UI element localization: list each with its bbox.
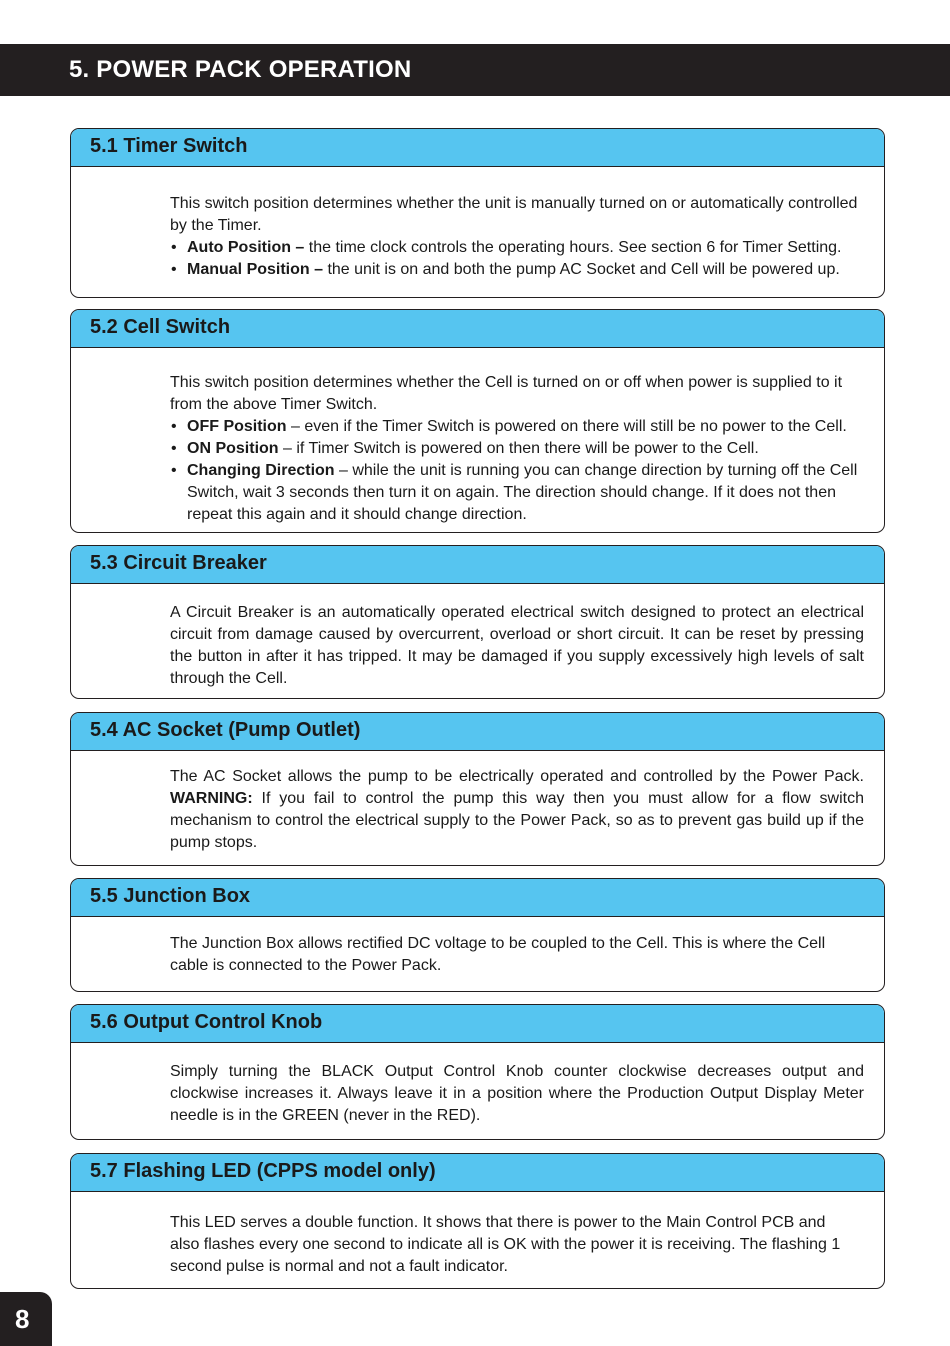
- bullet-term: Auto Position –: [187, 239, 305, 256]
- section-title: 5.2 Cell Switch: [90, 316, 231, 338]
- bullet-text: – if Timer Switch is powered on then there will be power to the Cell.: [278, 440, 759, 457]
- section-title: 5.7 Flashing LED (CPPS model only): [90, 1160, 436, 1182]
- section-ac-socket: [70, 712, 885, 866]
- section-text: Simply turning the BLACK Output Control Knob counter clockwise decreases output and clockwise increases it. Always leave it in a position where the Production Output Display Meter needle is in the GREEN (never in the RED).: [170, 1063, 864, 1124]
- bullet-term: ON Position: [187, 440, 279, 457]
- list-item: [170, 460, 868, 526]
- bullet-text: – even if the Timer Switch is powered on there will still be no power to the Cell.: [286, 418, 847, 435]
- bullet-text: the unit is on and both the pump AC Socket and Cell will be powered up.: [323, 261, 840, 278]
- bullet-text: the time clock controls the operating hours. See section 6 for Timer Setting.: [304, 239, 842, 256]
- bullet-list: [170, 237, 864, 281]
- section-body: [71, 584, 884, 690]
- section-header: [71, 310, 884, 348]
- section-header: [71, 129, 884, 167]
- section-circuit-breaker: [70, 545, 885, 699]
- section-title: 5.3 Circuit Breaker: [90, 552, 267, 574]
- section-title: 5.6 Output Control Knob: [90, 1011, 323, 1033]
- page-number-tab: [0, 1292, 52, 1346]
- bullet-text: – while the unit is running you can change direction by turning off the Cell Switch, wait 3 seconds then turn it on again. The direction should change. If it does not then repeat this again and it should change direction.: [187, 462, 858, 523]
- section-intro: This switch position determines whether the Cell is turned on or off when power is supplied to it from the above Timer Switch.: [170, 374, 843, 413]
- section-header: [71, 1154, 884, 1192]
- bullet-term: Manual Position –: [187, 261, 324, 278]
- section-text: The Junction Box allows rectified DC voltage to be coupled to the Cell. This is where the Cell cable is connected to the Power Pack.: [170, 935, 826, 974]
- warning-label: WARNING:: [170, 790, 253, 807]
- section-title: 5.5 Junction Box: [90, 885, 251, 907]
- bullet-term: OFF Position: [187, 418, 287, 435]
- chapter-header-bar: [0, 44, 950, 96]
- list-item: [170, 438, 868, 460]
- bullet-list: [170, 416, 868, 526]
- section-body: [71, 1192, 884, 1278]
- section-intro: This switch position determines whether the unit is manually turned on or automatically controlled by the Timer.: [170, 195, 858, 234]
- section-header: [71, 546, 884, 584]
- warning-text: If you fail to control the pump this way then you must allow for a flow switch mechanism to control the electrical supply to the Power Pack, so as to prevent gas build up if the pump stops.: [170, 790, 864, 851]
- section-body: [71, 1043, 884, 1127]
- section-title: 5.1 Timer Switch: [90, 135, 248, 157]
- section-body: [71, 917, 884, 977]
- section-title: 5.4 AC Socket (Pump Outlet): [90, 719, 361, 741]
- section-cell-switch: [70, 309, 885, 533]
- section-body: [71, 751, 884, 854]
- section-text-main: The AC Socket allows the pump to be electrically operated and controlled by the Power Pack.: [170, 768, 864, 785]
- section-text: This LED serves a double function. It shows that there is power to the Main Control PCB and also flashes every one second to indicate all is OK with the power it is receiving. The flashing 1 second pulse is normal and not a fault indicator.: [170, 1214, 841, 1275]
- section-flashing-led: [70, 1153, 885, 1289]
- list-item: [170, 416, 868, 438]
- page-number: 8: [15, 1304, 30, 1334]
- chapter-title: 5. POWER PACK OPERATION: [69, 56, 412, 83]
- section-body: [71, 348, 884, 526]
- section-body: [71, 167, 884, 281]
- list-item: [170, 259, 864, 281]
- list-item: [170, 237, 864, 259]
- section-header: [71, 713, 884, 751]
- section-text: A Circuit Breaker is an automatically operated electrical switch designed to protect an electrical circuit from damage caused by overcurrent, overload or short circuit. It can be reset by pressing the button in after it has tripped. It may be damaged if you supply excessively high levels of salt through the Cell.: [170, 604, 864, 687]
- section-timer-switch: [70, 128, 885, 298]
- section-header: [71, 879, 884, 917]
- section-output-control-knob: [70, 1004, 885, 1140]
- bullet-term: Changing Direction: [187, 462, 335, 479]
- section-text: [170, 766, 864, 854]
- section-junction-box: [70, 878, 885, 992]
- section-header: [71, 1005, 884, 1043]
